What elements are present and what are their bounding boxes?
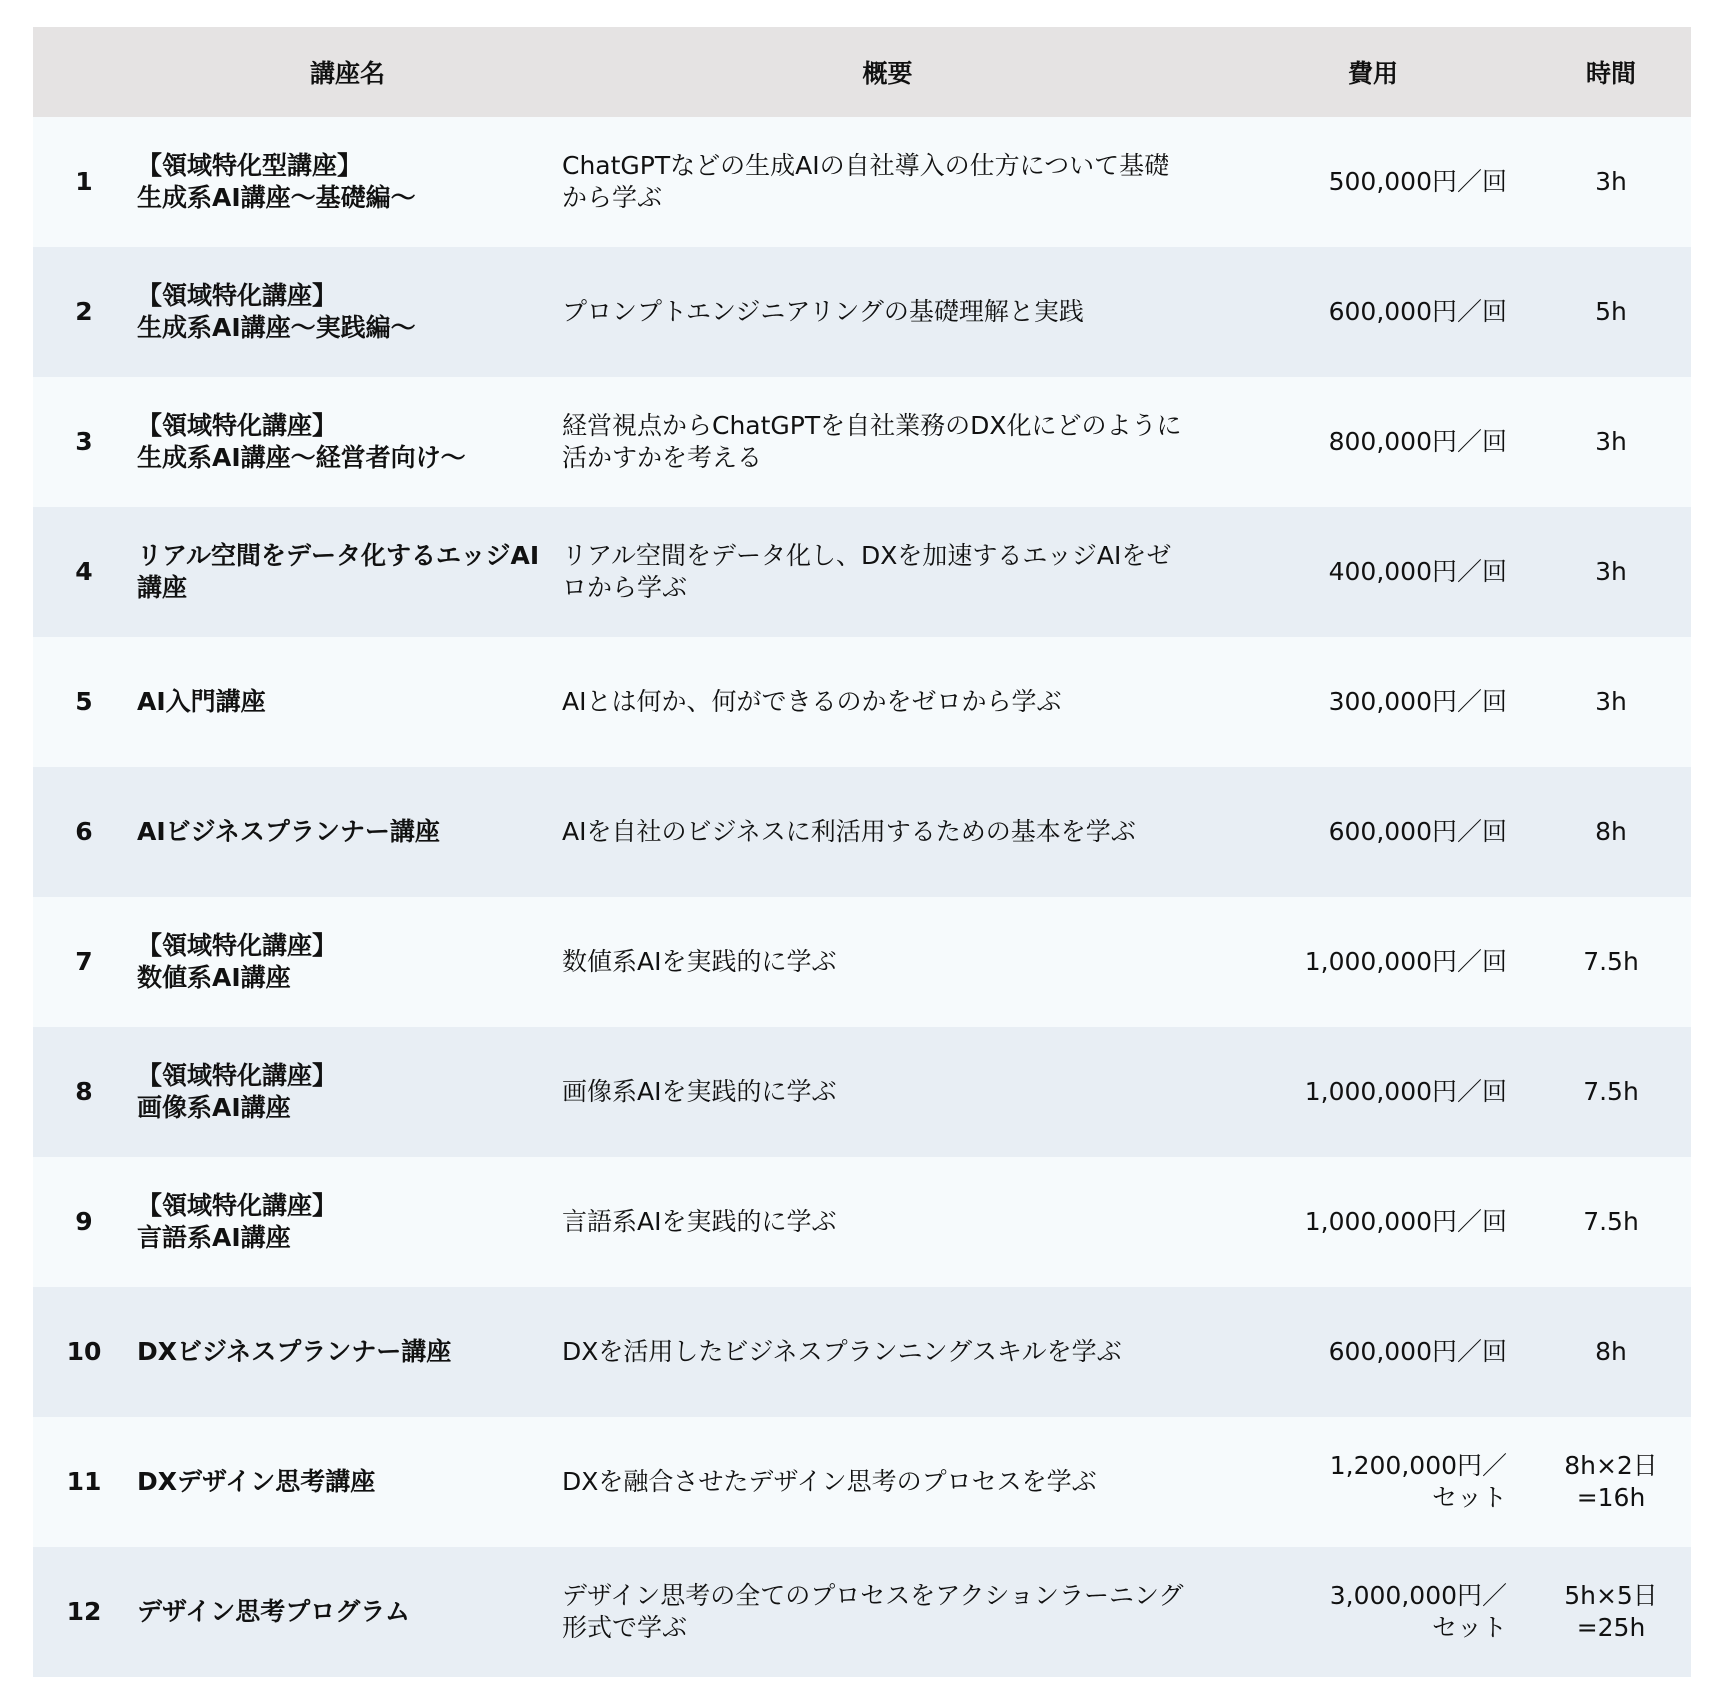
course-name [135, 1547, 560, 1677]
course-fee-line: 1,000,000円／回 [1304, 947, 1507, 976]
course-name [135, 377, 560, 507]
course-summary: リアル空間をデータ化し、DXを加速するエッジAIをゼロから学ぶ [560, 507, 1215, 637]
course-name [135, 117, 560, 247]
course-time-line: 5h [1595, 297, 1627, 326]
course-name-line: 生成系AI講座〜経営者向け〜 [137, 443, 466, 472]
course-time-line: 7.5h [1583, 947, 1639, 976]
table-row [33, 377, 1691, 507]
course-name [135, 637, 560, 767]
row-number: 4 [33, 507, 135, 637]
course-name [135, 767, 560, 897]
course-fee-line: 800,000円／回 [1328, 427, 1507, 456]
course-fee-line: 300,000円／回 [1328, 687, 1507, 716]
header-time: 時間 [1531, 27, 1691, 117]
course-fee-line: 600,000円／回 [1328, 297, 1507, 326]
header-row [33, 27, 1691, 117]
table-row [33, 1287, 1691, 1417]
course-fee-line: セット [1431, 1613, 1507, 1642]
course-fee-line: 400,000円／回 [1328, 557, 1507, 586]
course-table [33, 27, 1691, 1677]
course-name-line: 生成系AI講座〜基礎編〜 [137, 183, 416, 212]
course-time [1531, 377, 1691, 507]
table-body [33, 117, 1691, 1677]
header-summary: 概要 [560, 27, 1215, 117]
table-row [33, 1547, 1691, 1677]
course-name-line: AIビジネスプランナー講座 [137, 817, 440, 846]
course-time [1531, 117, 1691, 247]
course-name-line: 【領域特化講座】 [137, 1061, 338, 1090]
course-time-line: 3h [1595, 427, 1627, 456]
table-row [33, 1027, 1691, 1157]
course-summary: 数値系AIを実践的に学ぶ [560, 897, 1215, 1027]
table-row [33, 117, 1691, 247]
course-summary: DXを活用したビジネスプランニングスキルを学ぶ [560, 1287, 1215, 1417]
course-time [1531, 897, 1691, 1027]
course-fee [1215, 767, 1531, 897]
course-time [1531, 247, 1691, 377]
course-fee [1215, 637, 1531, 767]
course-name-line: 【領域特化講座】 [137, 931, 338, 960]
course-summary: 経営視点からChatGPTを自社業務のDX化にどのように活かすかを考える [560, 377, 1215, 507]
course-time [1531, 637, 1691, 767]
course-time-line: 8h [1595, 817, 1627, 846]
course-fee [1215, 507, 1531, 637]
course-name-line: 言語系AI講座 [137, 1223, 291, 1252]
course-fee [1215, 377, 1531, 507]
course-name-line: 【領域特化講座】 [137, 281, 338, 310]
course-name-line: デザイン思考プログラム [137, 1597, 411, 1626]
course-time-line: 3h [1595, 167, 1627, 196]
course-name-line: 【領域特化講座】 [137, 411, 338, 440]
course-fee [1215, 117, 1531, 247]
course-name-line: DXビジネスプランナー講座 [137, 1337, 452, 1366]
course-fee [1215, 247, 1531, 377]
table-row [33, 507, 1691, 637]
course-fee [1215, 897, 1531, 1027]
course-time [1531, 1417, 1691, 1547]
course-time-line: 3h [1595, 687, 1627, 716]
course-summary: プロンプトエンジニアリングの基礎理解と実践 [560, 247, 1215, 377]
course-fee-line: 1,000,000円／回 [1304, 1207, 1507, 1236]
course-fee-line: 500,000円／回 [1328, 167, 1507, 196]
course-name-line: DXデザイン思考講座 [137, 1467, 376, 1496]
course-summary: 言語系AIを実践的に学ぶ [560, 1157, 1215, 1287]
row-number: 8 [33, 1027, 135, 1157]
row-number: 1 [33, 117, 135, 247]
course-fee-line: 600,000円／回 [1328, 817, 1507, 846]
course-name-line: AI入門講座 [137, 687, 266, 716]
course-name-line: 数値系AI講座 [137, 963, 291, 992]
row-number: 7 [33, 897, 135, 1027]
course-summary: DXを融合させたデザイン思考のプロセスを学ぶ [560, 1417, 1215, 1547]
course-name [135, 1027, 560, 1157]
row-number: 10 [33, 1287, 135, 1417]
course-time [1531, 1027, 1691, 1157]
course-time [1531, 507, 1691, 637]
course-summary: デザイン思考の全てのプロセスをアクションラーニング形式で学ぶ [560, 1547, 1215, 1677]
course-fee-line: セット [1431, 1483, 1507, 1512]
course-name [135, 897, 560, 1027]
course-time-line: 8h [1595, 1337, 1627, 1366]
course-time [1531, 1157, 1691, 1287]
course-name-line: 【領域特化講座】 [137, 1191, 338, 1220]
course-name-line: 生成系AI講座〜実践編〜 [137, 313, 416, 342]
row-number: 2 [33, 247, 135, 377]
course-time-line: 5h×5日 [1564, 1581, 1658, 1610]
table-row [33, 247, 1691, 377]
row-number: 11 [33, 1417, 135, 1547]
row-number: 12 [33, 1547, 135, 1677]
course-fee-line: 600,000円／回 [1328, 1337, 1507, 1366]
course-fee [1215, 1287, 1531, 1417]
table-header [33, 27, 1691, 117]
table-row [33, 767, 1691, 897]
row-number: 5 [33, 637, 135, 767]
table-row [33, 637, 1691, 767]
course-summary: ChatGPTなどの生成AIの自社導入の仕方について基礎から学ぶ [560, 117, 1215, 247]
course-fee-line: 1,000,000円／回 [1304, 1077, 1507, 1106]
course-fee [1215, 1417, 1531, 1547]
table-row [33, 897, 1691, 1027]
course-time [1531, 767, 1691, 897]
course-name [135, 507, 560, 637]
course-time [1531, 1547, 1691, 1677]
course-name [135, 1417, 560, 1547]
course-fee-line: 3,000,000円／ [1329, 1581, 1507, 1610]
row-number: 9 [33, 1157, 135, 1287]
row-number: 3 [33, 377, 135, 507]
course-fee [1215, 1547, 1531, 1677]
course-name-line: 【領域特化型講座】 [137, 151, 363, 180]
header-course-name: 講座名 [135, 27, 560, 117]
course-name [135, 1157, 560, 1287]
row-number: 6 [33, 767, 135, 897]
course-time-line: 3h [1595, 557, 1627, 586]
course-name-line: 画像系AI講座 [137, 1093, 291, 1122]
table-row [33, 1157, 1691, 1287]
course-name [135, 1287, 560, 1417]
course-time-line: 7.5h [1583, 1077, 1639, 1106]
course-time [1531, 1287, 1691, 1417]
course-summary: AIを自社のビジネスに利活用するための基本を学ぶ [560, 767, 1215, 897]
header-number [33, 27, 135, 117]
course-time-line: =16h [1576, 1483, 1646, 1512]
course-summary: AIとは何か、何ができるのかをゼロから学ぶ [560, 637, 1215, 767]
header-fee: 費用 [1215, 27, 1531, 117]
course-summary: 画像系AIを実践的に学ぶ [560, 1027, 1215, 1157]
course-name [135, 247, 560, 377]
course-fee [1215, 1157, 1531, 1287]
course-time-line: =25h [1576, 1613, 1646, 1642]
course-time-line: 8h×2日 [1564, 1451, 1658, 1480]
table-row [33, 1417, 1691, 1547]
course-name-line: リアル空間をデータ化するエッジAI講座 [137, 541, 540, 602]
course-fee [1215, 1027, 1531, 1157]
course-fee-line: 1,200,000円／ [1329, 1451, 1507, 1480]
course-time-line: 7.5h [1583, 1207, 1639, 1236]
